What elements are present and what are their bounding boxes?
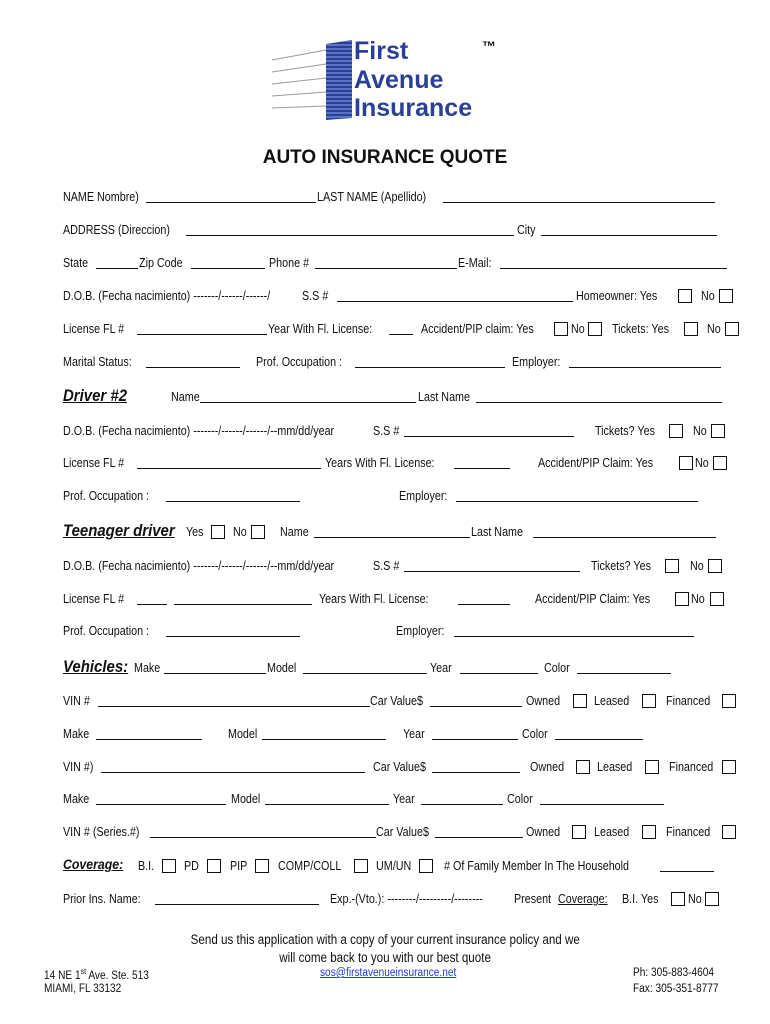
driver2-occupation-label: Prof. Occupation : — [63, 489, 150, 503]
teen-tickets-no-label: No — [690, 559, 704, 573]
driver2-name-label: Name — [171, 390, 200, 404]
teen-occupation-label: Prof. Occupation : — [63, 624, 150, 638]
v2-color-field[interactable] — [555, 727, 643, 740]
email-field[interactable] — [500, 256, 727, 269]
teen-tickets-label: Tickets? Yes — [591, 559, 651, 573]
marital-label: Marital Status: — [63, 355, 132, 369]
address-field[interactable] — [186, 223, 514, 236]
teen-employer-field[interactable] — [454, 624, 694, 637]
phone-field[interactable] — [315, 256, 457, 269]
last-name-field[interactable] — [443, 190, 715, 203]
driver2-years-label: Years With Fl. License: — [325, 456, 435, 470]
accident-no-label: No — [571, 322, 585, 336]
vehicles-heading: Vehicles: — [63, 657, 129, 676]
present-coverage-label: Coverage: — [558, 892, 608, 906]
tickets-label: Tickets: Yes — [612, 322, 669, 336]
v1-vin-field[interactable] — [98, 694, 370, 707]
coverage-pip-label: PIP — [230, 859, 248, 873]
license-label: License FL # — [63, 322, 125, 336]
v3-color-field[interactable] — [540, 792, 664, 805]
occupation-field[interactable] — [355, 355, 505, 368]
v3-leased-checkbox[interactable] — [642, 825, 656, 839]
phone-label: Phone # — [269, 256, 310, 270]
teen-tickets-no-checkbox[interactable] — [708, 559, 722, 573]
zip-label: Zip Code — [139, 256, 183, 270]
v2-color-label: Color — [522, 727, 548, 741]
v1-make-label: Make — [134, 661, 161, 675]
present-bi-no-checkbox[interactable] — [705, 892, 719, 906]
teen-license-field-b[interactable] — [174, 592, 312, 605]
zip-field[interactable] — [191, 256, 265, 269]
last-name-label: LAST NAME (Apellido) — [317, 190, 427, 204]
footer-email-link[interactable]: sos@firstavenueinsurance.net — [320, 967, 457, 979]
name-label: NAME Nombre) — [63, 190, 139, 204]
v1-make-field[interactable] — [164, 661, 266, 674]
v2-vin-field[interactable] — [101, 760, 365, 773]
present-bi-no-label: No — [688, 892, 702, 906]
teen-tickets-yes-checkbox[interactable] — [665, 559, 679, 573]
teen-license-label: License FL # — [63, 592, 125, 606]
v1-color-label: Color — [544, 661, 570, 675]
footer-address-line2: MIAMI, FL 33132 — [44, 983, 122, 995]
tickets-no-label: No — [707, 322, 721, 336]
teen-accident-yes-checkbox[interactable] — [675, 592, 689, 606]
teen-accident-no-label: No — [691, 592, 705, 606]
ss-label: S.S # — [302, 289, 329, 303]
teen-last-field[interactable] — [533, 525, 716, 538]
v3-make-field[interactable] — [96, 792, 226, 805]
footer-fax: Fax: 305-351-8777 — [633, 983, 719, 995]
v2-financed-label: Financed — [669, 760, 714, 774]
driver2-ss-field[interactable] — [404, 424, 574, 437]
driver2-license-label: License FL # — [63, 456, 125, 470]
v1-financed-checkbox[interactable] — [722, 694, 736, 708]
v1-color-field[interactable] — [577, 661, 671, 674]
present-label: Present — [514, 892, 552, 906]
logo-line2: Avenue — [354, 66, 444, 94]
v1-year-label: Year — [430, 661, 452, 675]
v2-model-field[interactable] — [262, 727, 386, 740]
v3-financed-label: Financed — [666, 825, 711, 839]
logo-line3: Insurance — [354, 94, 473, 122]
trademark: ™ — [482, 38, 496, 54]
teen-last-label: Last Name — [471, 525, 523, 539]
prior-name-label: Prior Ins. Name: — [63, 892, 141, 906]
teen-name-field[interactable] — [314, 525, 470, 538]
driver2-tickets-label: Tickets? Yes — [595, 424, 655, 438]
coverage-bi-label: B.I. — [138, 859, 155, 873]
teen-dob-label: D.O.B. (Fecha nacimiento) -------/------/------/--mm/dd/year — [63, 559, 335, 573]
v2-leased-checkbox[interactable] — [645, 760, 659, 774]
v2-make-field[interactable] — [96, 727, 202, 740]
teen-yes-label: Yes — [186, 525, 204, 539]
coverage-pd-checkbox[interactable] — [207, 859, 221, 873]
homeowner-label: Homeowner: Yes — [576, 289, 658, 303]
accident-no-checkbox[interactable] — [588, 322, 602, 336]
address-street: 14 NE 1 — [44, 969, 81, 982]
footer-message-text2: will come back to you with our best quote — [279, 950, 491, 965]
driver2-accident-no-checkbox[interactable] — [713, 456, 727, 470]
v3-financed-checkbox[interactable] — [722, 825, 736, 839]
teen-accident-no-checkbox[interactable] — [710, 592, 724, 606]
homeowner-no-checkbox[interactable] — [719, 289, 733, 303]
v2-owned-label: Owned — [530, 760, 565, 774]
v1-year-field[interactable] — [460, 661, 538, 674]
v1-leased-label: Leased — [594, 694, 630, 708]
v2-owned-checkbox[interactable] — [576, 760, 590, 774]
employer-label: Employer: — [512, 355, 561, 369]
v1-leased-checkbox[interactable] — [642, 694, 656, 708]
v2-vin-label: VIN #) — [63, 760, 94, 774]
coverage-pip-checkbox[interactable] — [255, 859, 269, 873]
driver2-last-label: Last Name — [418, 390, 470, 404]
teen-license-field-a[interactable] — [137, 592, 167, 605]
city-label: City — [517, 223, 536, 237]
teen-ss-label: S.S # — [373, 559, 400, 573]
v2-make-label: Make — [63, 727, 90, 741]
coverage-pd-label: PD — [184, 859, 199, 873]
v1-financed-label: Financed — [666, 694, 711, 708]
v3-color-label: Color — [507, 792, 533, 806]
v2-year-label: Year — [403, 727, 425, 741]
family-members-field[interactable] — [660, 859, 714, 872]
driver2-tickets-no-label: No — [693, 424, 707, 438]
coverage-heading: Coverage: — [63, 856, 124, 872]
v1-carvalue-field[interactable] — [430, 694, 522, 707]
driver2-employer-label: Employer: — [399, 489, 448, 503]
accident-label: Accident/PIP claim: Yes — [421, 322, 534, 336]
prior-exp-label: Exp.-(Vto.): --------/---------/-------- — [330, 892, 483, 906]
v3-vin-label: VIN # (Series.#) — [63, 825, 140, 839]
v3-model-label: Model — [231, 792, 261, 806]
logo-building-icon — [268, 36, 358, 126]
driver2-accident-label: Accident/PIP Claim: Yes — [538, 456, 654, 470]
v1-model-label: Model — [267, 661, 297, 675]
v3-make-label: Make — [63, 792, 90, 806]
v2-model-label: Model — [228, 727, 258, 741]
v2-year-field[interactable] — [432, 727, 518, 740]
footer-address-line1 — [44, 967, 149, 982]
marital-field[interactable] — [146, 355, 240, 368]
v3-vin-field[interactable] — [150, 825, 376, 838]
driver2-license-field[interactable] — [137, 456, 321, 469]
teen-occupation-field[interactable] — [166, 624, 300, 637]
driver2-accident-no-label: No — [695, 456, 709, 470]
driver2-tickets-no-checkbox[interactable] — [711, 424, 725, 438]
v3-year-label: Year — [393, 792, 415, 806]
page-title: AUTO INSURANCE QUOTE — [262, 147, 508, 168]
name-field[interactable] — [146, 190, 316, 203]
license-field[interactable] — [137, 322, 267, 335]
email-label: E-Mail: — [458, 256, 492, 270]
footer-message-text1: Send us this application with a copy of your current insurance policy and we — [190, 932, 580, 947]
driver2-years-field[interactable] — [454, 456, 510, 469]
v3-owned-checkbox[interactable] — [572, 825, 586, 839]
v2-carvalue-label: Car Value$ — [373, 760, 426, 774]
driver2-name-field[interactable] — [200, 390, 416, 403]
logo-line1: First — [354, 37, 409, 65]
v3-year-field[interactable] — [421, 792, 503, 805]
address-label: ADDRESS (Direccion) — [63, 223, 170, 237]
coverage-umun-checkbox[interactable] — [419, 859, 433, 873]
ss-field[interactable] — [337, 289, 573, 302]
tickets-yes-checkbox[interactable] — [684, 322, 698, 336]
footer-phone: Ph: 305-883-4604 — [633, 967, 715, 979]
homeowner-no-label: No — [701, 289, 715, 303]
teen-years-field[interactable] — [458, 592, 510, 605]
tickets-no-checkbox[interactable] — [725, 322, 739, 336]
v3-leased-label: Leased — [594, 825, 630, 839]
driver2-tickets-yes-checkbox[interactable] — [669, 424, 683, 438]
v1-owned-checkbox[interactable] — [573, 694, 587, 708]
employer-field[interactable] — [569, 355, 721, 368]
teen-name-label: Name — [280, 525, 309, 539]
address-street-rest: Ave. Ste. 513 — [86, 969, 149, 982]
teen-no-checkbox[interactable] — [251, 525, 265, 539]
occupation-label: Prof. Occupation : — [256, 355, 343, 369]
driver2-heading: Driver #2 — [63, 386, 128, 405]
driver2-occupation-field[interactable] — [166, 489, 300, 502]
teen-years-label: Years With Fl. License: — [319, 592, 429, 606]
driver2-employer-field[interactable] — [456, 489, 698, 502]
v3-owned-label: Owned — [526, 825, 561, 839]
present-bi-yes-label: B.I. Yes — [622, 892, 659, 906]
teen-yes-checkbox[interactable] — [211, 525, 225, 539]
v3-model-field[interactable] — [265, 792, 389, 805]
v1-vin-label: VIN # — [63, 694, 90, 708]
footer-message-line2 — [0, 950, 770, 965]
footer-message-line1 — [0, 932, 770, 947]
coverage-bi-checkbox[interactable] — [162, 859, 176, 873]
years-license-label: Year With Fl. License: — [268, 322, 373, 336]
driver2-last-field[interactable] — [476, 390, 722, 403]
v2-carvalue-field[interactable] — [432, 760, 520, 773]
v1-carvalue-label: Car Value$ — [370, 694, 423, 708]
v3-carvalue-label: Car Value$ — [376, 825, 429, 839]
v2-leased-label: Leased — [597, 760, 633, 774]
teen-no-label: No — [233, 525, 247, 539]
driver2-dob-label: D.O.B. (Fecha nacimiento) -------/------/------/--mm/dd/year — [63, 424, 335, 438]
teen-employer-label: Employer: — [396, 624, 445, 638]
years-license-field[interactable] — [389, 322, 413, 335]
v3-carvalue-field[interactable] — [435, 825, 523, 838]
address-sup: st — [80, 967, 87, 976]
coverage-comp-checkbox[interactable] — [354, 859, 368, 873]
prior-name-field[interactable] — [155, 892, 319, 905]
state-label: State — [63, 256, 89, 270]
state-field[interactable] — [96, 256, 138, 269]
teen-ss-field[interactable] — [404, 559, 580, 572]
dob-label: D.O.B. (Fecha nacimiento) -------/------/------/ — [63, 289, 271, 303]
homeowner-yes-checkbox[interactable] — [678, 289, 692, 303]
coverage-umun-label: UM/UN — [376, 859, 412, 873]
coverage-comp-label: COMP/COLL — [278, 859, 342, 873]
driver2-ss-label: S.S # — [373, 424, 400, 438]
family-members-label: # Of Family Member In The Household — [444, 859, 630, 873]
accident-yes-checkbox[interactable] — [554, 322, 568, 336]
teen-accident-label: Accident/PIP Claim: Yes — [535, 592, 651, 606]
v2-financed-checkbox[interactable] — [722, 760, 736, 774]
city-field[interactable] — [541, 223, 717, 236]
v1-model-field[interactable] — [303, 661, 427, 674]
teen-heading: Teenager driver — [63, 521, 175, 540]
present-bi-yes-checkbox[interactable] — [671, 892, 685, 906]
driver2-accident-yes-checkbox[interactable] — [679, 456, 693, 470]
v1-owned-label: Owned — [526, 694, 561, 708]
